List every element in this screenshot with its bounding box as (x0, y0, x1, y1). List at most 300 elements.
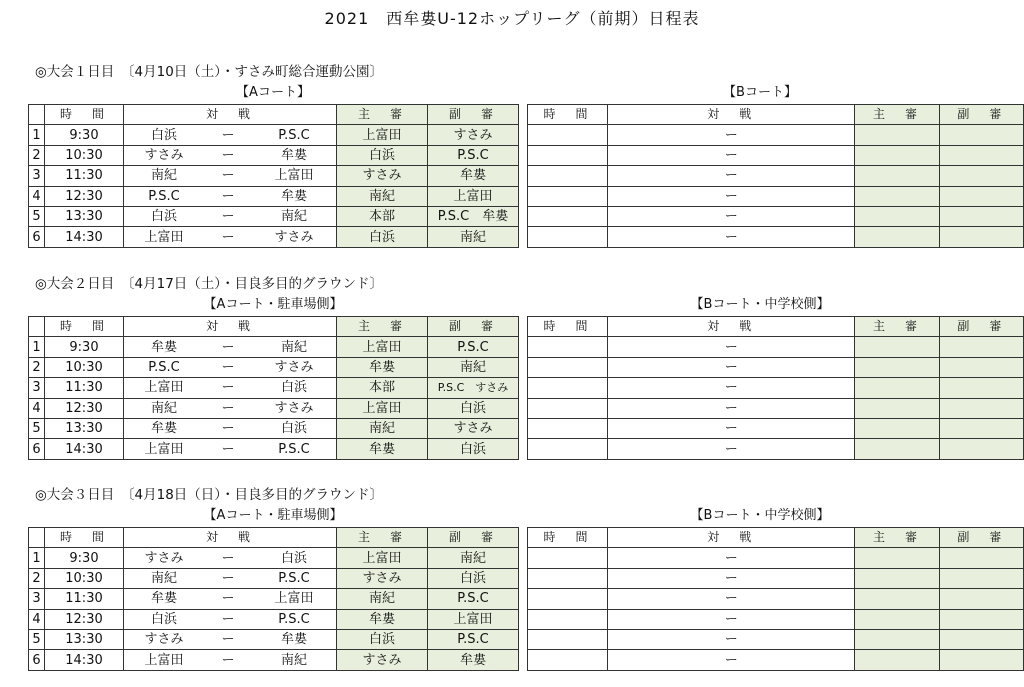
versus-dash: ー (221, 188, 235, 204)
versus-dash: ー (221, 550, 235, 566)
header-number (29, 528, 45, 548)
header-time: 時 間 (528, 528, 608, 548)
table-row (528, 357, 1024, 377)
table-row (528, 650, 1024, 670)
versus-dash: ー (608, 125, 855, 145)
court-b-table (527, 104, 1024, 248)
away-team: 南紀 (280, 339, 307, 355)
versus-dash: ー (608, 166, 855, 186)
versus-dash: ー (608, 337, 855, 357)
sub-referee (939, 206, 1023, 226)
sub-referee (939, 145, 1023, 165)
versus-dash: ー (221, 570, 235, 586)
sub-referee: 南紀 (428, 548, 519, 568)
away-team: P.S.C (278, 127, 310, 143)
day-heading: ◎大会１日目 〔4月10日（土）・すさみ町総合運動公園〕 (35, 64, 384, 80)
sub-referee (939, 609, 1023, 629)
home-team: すさみ (144, 632, 184, 648)
table-row (528, 548, 1024, 568)
main-referee: すさみ (337, 650, 428, 670)
match-number: 3 (29, 378, 45, 398)
main-referee: 白浜 (337, 145, 428, 165)
main-referee: 上富田 (337, 548, 428, 568)
match-time (528, 568, 608, 588)
match-time: 13:30 (45, 418, 124, 438)
match-time: 12:30 (45, 609, 124, 629)
main-referee (855, 589, 939, 609)
away-team: 牟婁 (280, 188, 307, 204)
court-b-label: 【Bコート・中学校側】 (690, 508, 830, 523)
header-match: 対 戦 (124, 317, 337, 337)
away-team: P.S.C (278, 611, 310, 627)
header-time: 時 間 (45, 317, 124, 337)
match-pairing (124, 589, 337, 609)
match-time (528, 357, 608, 377)
main-referee (855, 629, 939, 649)
header-sub-ref: 副 審 (428, 528, 519, 548)
header-match: 対 戦 (124, 528, 337, 548)
sub-referee: 南紀 (428, 227, 519, 247)
versus-dash: ー (608, 439, 855, 459)
versus-dash: ー (608, 548, 855, 568)
match-number: 5 (29, 206, 45, 226)
versus-dash: ー (608, 398, 855, 418)
versus-dash: ー (221, 652, 235, 668)
match-time: 12:30 (45, 398, 124, 418)
main-referee: 白浜 (337, 629, 428, 649)
main-referee: 本部 (337, 206, 428, 226)
match-time (528, 418, 608, 438)
sub-referee: 南紀 (428, 357, 519, 377)
sub-referee (939, 629, 1023, 649)
versus-dash: ー (221, 127, 235, 143)
versus-dash: ー (608, 186, 855, 206)
sub-referee: P.S.C (428, 145, 519, 165)
header-sub-ref: 副 審 (428, 317, 519, 337)
match-pairing (124, 337, 337, 357)
match-pairing (124, 418, 337, 438)
table-row (29, 378, 519, 398)
table-row (528, 609, 1024, 629)
main-referee: 上富田 (337, 337, 428, 357)
match-number: 3 (29, 589, 45, 609)
court-a-label: 【Aコート・駐車場側】 (203, 508, 343, 523)
table-row (528, 145, 1024, 165)
match-time (528, 589, 608, 609)
versus-dash: ー (221, 339, 235, 355)
table-row (528, 227, 1024, 247)
main-referee (855, 609, 939, 629)
table-row (528, 439, 1024, 459)
match-time: 13:30 (45, 206, 124, 226)
match-pairing (124, 629, 337, 649)
header-time: 時 間 (45, 105, 124, 125)
sub-referee: 白浜 (428, 398, 519, 418)
versus-dash: ー (221, 380, 235, 396)
table-row (528, 568, 1024, 588)
main-referee (855, 357, 939, 377)
main-referee (855, 186, 939, 206)
match-time (528, 166, 608, 186)
match-pairing (124, 398, 337, 418)
match-time (528, 650, 608, 670)
versus-dash: ー (608, 418, 855, 438)
match-pairing (124, 568, 337, 588)
main-referee: すさみ (337, 568, 428, 588)
match-number: 5 (29, 629, 45, 649)
header-sub-ref: 副 審 (939, 528, 1023, 548)
home-team: 上富田 (144, 652, 184, 668)
sub-referee (939, 568, 1023, 588)
table-row (528, 398, 1024, 418)
match-pairing (124, 439, 337, 459)
table-row (528, 418, 1024, 438)
table-row (528, 378, 1024, 398)
match-time: 10:30 (45, 357, 124, 377)
away-team: すさみ (274, 359, 314, 375)
versus-dash: ー (221, 400, 235, 416)
match-time (528, 227, 608, 247)
away-team: 南紀 (280, 652, 307, 668)
match-pairing (124, 186, 337, 206)
header-time: 時 間 (528, 105, 608, 125)
table-header-row (528, 528, 1024, 548)
header-match: 対 戦 (608, 317, 855, 337)
table-header-row (528, 317, 1024, 337)
match-time (528, 609, 608, 629)
sub-referee: 牟婁 (428, 166, 519, 186)
match-number: 3 (29, 166, 45, 186)
sub-referee: P.S.C (428, 337, 519, 357)
away-team: 白浜 (280, 380, 307, 396)
header-main-ref: 主 審 (855, 105, 939, 125)
versus-dash: ー (608, 145, 855, 165)
court-a-table (28, 104, 519, 248)
main-referee: 牟婁 (337, 609, 428, 629)
table-row (29, 609, 519, 629)
table-row (29, 629, 519, 649)
table-header-row (528, 105, 1024, 125)
match-time (528, 439, 608, 459)
header-number (29, 317, 45, 337)
match-number: 4 (29, 186, 45, 206)
sub-referee (939, 439, 1023, 459)
match-time: 9:30 (45, 548, 124, 568)
match-pairing (124, 145, 337, 165)
match-time (528, 186, 608, 206)
sub-referee: 白浜 (428, 568, 519, 588)
away-team: 牟婁 (280, 147, 307, 163)
sub-referee (939, 357, 1023, 377)
match-number: 2 (29, 357, 45, 377)
away-team: 白浜 (280, 421, 307, 437)
away-team: すさみ (274, 400, 314, 416)
header-main-ref: 主 審 (855, 528, 939, 548)
home-team: 上富田 (144, 229, 184, 245)
table-row (29, 398, 519, 418)
main-referee: 本部 (337, 378, 428, 398)
match-time: 11:30 (45, 166, 124, 186)
header-time: 時 間 (45, 528, 124, 548)
sub-referee (939, 548, 1023, 568)
match-time: 13:30 (45, 629, 124, 649)
header-main-ref: 主 審 (855, 317, 939, 337)
match-number: 2 (29, 145, 45, 165)
main-referee (855, 125, 939, 145)
table-row (29, 650, 519, 670)
sub-referee: 上富田 (428, 609, 519, 629)
table-row (29, 337, 519, 357)
match-pairing (124, 378, 337, 398)
table-row (29, 125, 519, 145)
main-referee: 牟婁 (337, 439, 428, 459)
sub-referee: P.S.C (428, 589, 519, 609)
table-row (528, 166, 1024, 186)
table-row (528, 589, 1024, 609)
main-referee (855, 227, 939, 247)
match-number: 4 (29, 398, 45, 418)
table-row (29, 166, 519, 186)
versus-dash: ー (221, 359, 235, 375)
table-row (29, 186, 519, 206)
main-referee (855, 650, 939, 670)
court-b-label: 【Bコート・中学校側】 (690, 297, 830, 312)
sub-referee: 白浜 (428, 439, 519, 459)
sub-referee (939, 227, 1023, 247)
header-match: 対 戦 (608, 105, 855, 125)
header-match: 対 戦 (608, 528, 855, 548)
table-row (29, 206, 519, 226)
table-row (29, 418, 519, 438)
match-time (528, 378, 608, 398)
match-time: 14:30 (45, 650, 124, 670)
home-team: 南紀 (150, 400, 177, 416)
sub-referee (939, 125, 1023, 145)
header-match: 対 戦 (124, 105, 337, 125)
match-time (528, 125, 608, 145)
versus-dash: ー (608, 357, 855, 377)
table-row (528, 629, 1024, 649)
sub-referee (939, 589, 1023, 609)
court-b-table (527, 316, 1024, 460)
main-referee (855, 378, 939, 398)
versus-dash: ー (221, 209, 235, 225)
versus-dash: ー (608, 378, 855, 398)
sub-referee (939, 418, 1023, 438)
main-referee (855, 166, 939, 186)
away-team: P.S.C (278, 441, 310, 457)
sub-referee (939, 186, 1023, 206)
match-number: 6 (29, 227, 45, 247)
match-time: 11:30 (45, 378, 124, 398)
sub-referee: 上富田 (428, 186, 519, 206)
match-number: 1 (29, 548, 45, 568)
header-main-ref: 主 審 (337, 528, 428, 548)
away-team: 上富田 (274, 168, 314, 184)
versus-dash: ー (221, 421, 235, 437)
match-number: 4 (29, 609, 45, 629)
match-pairing (124, 166, 337, 186)
match-time: 9:30 (45, 125, 124, 145)
main-referee (855, 548, 939, 568)
table-header-row (29, 528, 519, 548)
sub-referee (939, 378, 1023, 398)
table-row (29, 145, 519, 165)
away-team: P.S.C (278, 570, 310, 586)
home-team: すさみ (144, 147, 184, 163)
sub-referee: すさみ (428, 418, 519, 438)
sub-referee: すさみ (428, 125, 519, 145)
away-team: 南紀 (280, 209, 307, 225)
versus-dash: ー (221, 611, 235, 627)
home-team: P.S.C (148, 359, 180, 375)
versus-dash: ー (221, 147, 235, 163)
day-heading: ◎大会２日目 〔4月17日（土）・目良多目的グラウンド〕 (35, 276, 384, 292)
match-time: 10:30 (45, 568, 124, 588)
table-header-row (29, 105, 519, 125)
match-number: 6 (29, 439, 45, 459)
sub-referee (939, 398, 1023, 418)
home-team: 上富田 (144, 380, 184, 396)
table-row (528, 337, 1024, 357)
page-title: 2021 西牟婁U-12ホップリーグ（前期）日程表 (324, 9, 700, 28)
sub-referee: P.S.C (428, 629, 519, 649)
home-team: 牟婁 (150, 339, 177, 355)
match-time: 14:30 (45, 439, 124, 459)
match-number: 1 (29, 125, 45, 145)
table-row (29, 589, 519, 609)
main-referee: 南紀 (337, 186, 428, 206)
day-heading: ◎大会３日目 〔4月18日（日）・目良多目的グラウンド〕 (35, 487, 384, 503)
home-team: 白浜 (150, 127, 177, 143)
match-time: 14:30 (45, 227, 124, 247)
header-time: 時 間 (528, 317, 608, 337)
match-number: 1 (29, 337, 45, 357)
match-time (528, 398, 608, 418)
match-number: 5 (29, 418, 45, 438)
sub-referee (939, 166, 1023, 186)
sub-referee (939, 650, 1023, 670)
header-sub-ref: 副 審 (939, 317, 1023, 337)
table-header-row (29, 317, 519, 337)
home-team: 南紀 (150, 570, 177, 586)
versus-dash: ー (221, 168, 235, 184)
court-a-label: 【Aコート・駐車場側】 (203, 297, 343, 312)
main-referee (855, 439, 939, 459)
match-pairing (124, 609, 337, 629)
home-team: すさみ (144, 550, 184, 566)
table-row (528, 206, 1024, 226)
versus-dash: ー (608, 609, 855, 629)
match-time (528, 548, 608, 568)
home-team: 牟婁 (150, 421, 177, 437)
sub-referee: 牟婁 (428, 650, 519, 670)
away-team: 上富田 (274, 591, 314, 607)
away-team: すさみ (274, 229, 314, 245)
court-a-label: 【Aコート】 (236, 85, 310, 100)
match-time (528, 206, 608, 226)
versus-dash: ー (608, 629, 855, 649)
versus-dash: ー (221, 229, 235, 245)
header-number (29, 105, 45, 125)
court-a-table (28, 316, 519, 460)
home-team: P.S.C (148, 188, 180, 204)
main-referee (855, 398, 939, 418)
match-pairing (124, 125, 337, 145)
versus-dash: ー (221, 441, 235, 457)
main-referee: 南紀 (337, 589, 428, 609)
main-referee (855, 568, 939, 588)
court-b-label: 【Bコート】 (723, 85, 797, 100)
away-team: 牟婁 (280, 632, 307, 648)
main-referee (855, 145, 939, 165)
header-main-ref: 主 審 (337, 105, 428, 125)
match-pairing (124, 227, 337, 247)
main-referee: 白浜 (337, 227, 428, 247)
match-number: 2 (29, 568, 45, 588)
main-referee (855, 418, 939, 438)
match-pairing (124, 650, 337, 670)
home-team: 牟婁 (150, 591, 177, 607)
header-sub-ref: 副 審 (428, 105, 519, 125)
court-b-table (527, 527, 1024, 671)
match-pairing (124, 548, 337, 568)
away-team: 白浜 (280, 550, 307, 566)
table-row (29, 227, 519, 247)
versus-dash: ー (608, 568, 855, 588)
home-team: 白浜 (150, 209, 177, 225)
home-team: 上富田 (144, 441, 184, 457)
sub-referee: P.S.C 牟婁 (428, 206, 519, 226)
main-referee: 上富田 (337, 398, 428, 418)
court-a-table (28, 527, 519, 671)
main-referee: 牟婁 (337, 357, 428, 377)
sub-referee (939, 337, 1023, 357)
table-row (29, 568, 519, 588)
versus-dash: ー (608, 206, 855, 226)
home-team: 南紀 (150, 168, 177, 184)
versus-dash: ー (608, 227, 855, 247)
versus-dash: ー (221, 591, 235, 607)
table-row (29, 439, 519, 459)
main-referee (855, 337, 939, 357)
table-row (528, 125, 1024, 145)
match-number: 6 (29, 650, 45, 670)
match-time: 11:30 (45, 589, 124, 609)
table-row (29, 548, 519, 568)
match-time (528, 337, 608, 357)
home-team: 白浜 (150, 611, 177, 627)
match-pairing (124, 357, 337, 377)
main-referee: 南紀 (337, 418, 428, 438)
match-time: 12:30 (45, 186, 124, 206)
match-pairing (124, 206, 337, 226)
versus-dash: ー (221, 632, 235, 648)
sub-referee: P.S.C すさみ (428, 378, 519, 398)
table-row (528, 186, 1024, 206)
versus-dash: ー (608, 589, 855, 609)
versus-dash: ー (608, 650, 855, 670)
match-time: 10:30 (45, 145, 124, 165)
header-sub-ref: 副 審 (939, 105, 1023, 125)
header-main-ref: 主 審 (337, 317, 428, 337)
match-time (528, 145, 608, 165)
main-referee: すさみ (337, 166, 428, 186)
match-time: 9:30 (45, 337, 124, 357)
main-referee: 上富田 (337, 125, 428, 145)
table-row (29, 357, 519, 377)
main-referee (855, 206, 939, 226)
